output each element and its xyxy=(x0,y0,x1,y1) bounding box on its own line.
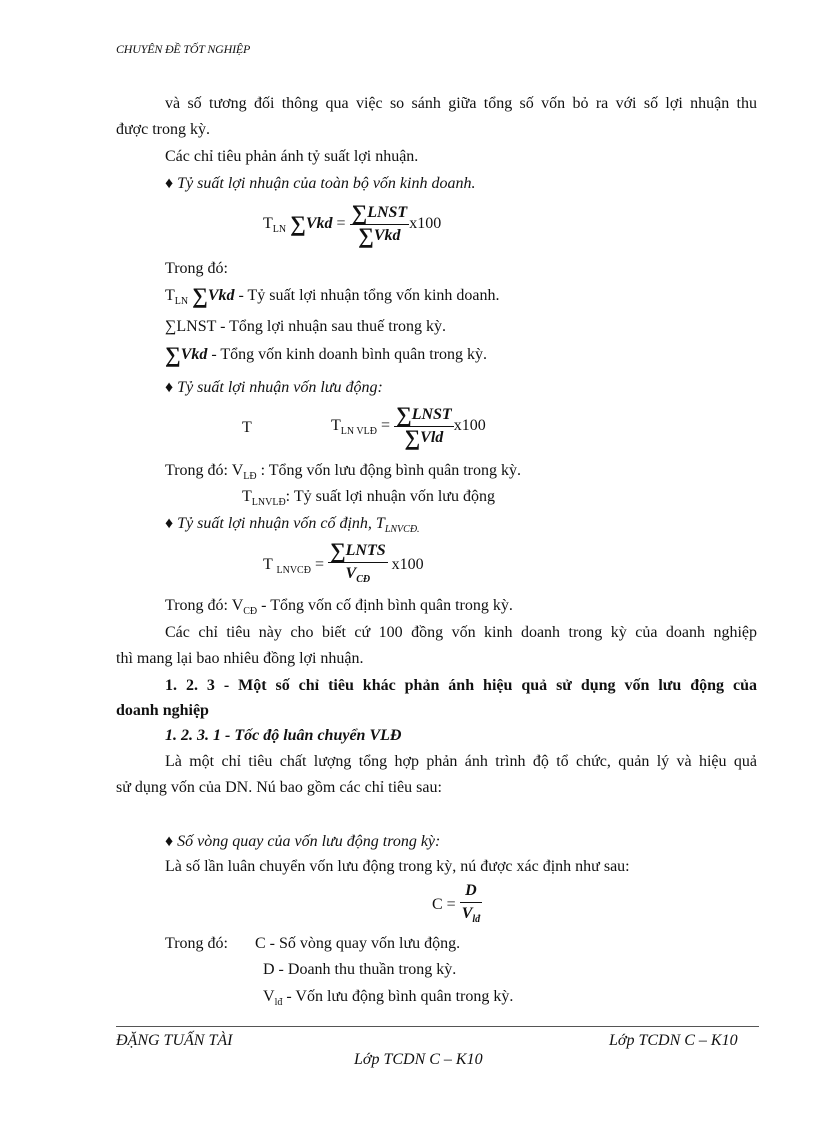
sigma-symbol: ∑ xyxy=(290,211,306,237)
bullet-heading: ♦ Tỷ suất lợi nhuận vốn cố định, $T_{LNVCĐ.}$ xyxy=(165,515,420,535)
fraction-denominator: ∑Vkd xyxy=(358,223,401,248)
paragraph-line: Là số lần luân chuyển vốn lưu động trong kỳ, nú được xác định như sau: xyxy=(165,858,630,875)
footer-class-right: Lớp TCDN C – K10 xyxy=(609,1032,738,1049)
multiplier: x100 xyxy=(409,215,442,233)
section-heading: 1. 2. 3 - Một số chỉ tiêu khác phản ánh hiệu quả sử dụng vốn lưu động của xyxy=(165,677,757,694)
fraction xyxy=(350,202,410,247)
bullet-heading: ♦ Tỷ suất lợi nhuận của toàn bộ vốn kinh doanh. xyxy=(165,175,476,192)
subsection-heading: 1. 2. 3. 1 - Tốc độ luân chuyển VLĐ xyxy=(165,727,402,744)
paragraph-line: sử dụng vốn của DN. Nú bao gồm các chỉ tiêu sau: xyxy=(116,779,442,796)
definition-line: Trong đó: $V_{LĐ}$ : Tổng vốn lưu động bình quân trong kỳ. xyxy=(165,462,521,482)
paragraph-line: thì mang lại bao nhiêu đồng lợi nhuận. xyxy=(116,650,364,667)
formula-profit-rate-total xyxy=(263,202,441,247)
formula-profit-rate-fixed-capital: T $_{LNVCĐ}$ = $\frac{\text{∑LNTS}}{V_{CĐ}}$ x100 xyxy=(263,540,424,591)
fraction-numerator: ∑LNST xyxy=(351,200,408,225)
running-header: CHUYÊN ĐỀ TỐT NGHIỆP xyxy=(116,42,251,56)
formula-profit-rate-working-capital: $T_{LN VLĐ}$ = $\frac{\text{∑LNST}}{\text{∑Vld}}$ x100 xyxy=(331,402,486,450)
definition-line: C - Số vòng quay vốn lưu động. xyxy=(255,935,461,952)
definition-line: D - Doanh thu thuần trong kỳ. xyxy=(263,961,457,978)
where-label: Trong đó: xyxy=(165,935,228,952)
paragraph-line: được trong kỳ. xyxy=(116,121,211,138)
equals-sign: = xyxy=(336,215,346,233)
formula-lhs: $T_{LN}$ xyxy=(263,215,287,236)
stray-symbol: T xyxy=(242,419,252,436)
section-heading: doanh nghiệp xyxy=(116,702,209,719)
definition-line: $V_{lđ}$ - Vốn lưu động bình quân trong kỳ. xyxy=(263,988,514,1008)
formula-variable: Vkd xyxy=(305,215,333,233)
bullet-heading: ♦ Tỷ suất lợi nhuận vốn lưu động: xyxy=(165,379,383,396)
definition-line: Trong đó: $V_{CĐ}$ - Tổng vốn cố định bình quân trong kỳ. xyxy=(165,597,513,617)
paragraph-line: Các chỉ tiêu phản ánh tỷ suất lợi nhuận. xyxy=(165,148,419,165)
fraction: $\frac{\text{∑LNTS}}{V_{CĐ}}$ xyxy=(329,538,386,585)
formula-turnover: C = $\frac{D}{V_{lđ}}$ xyxy=(432,880,482,931)
definition-line: $T_{LNVLĐ}$: Tỷ suất lợi nhuận vốn lưu động xyxy=(242,488,495,508)
paragraph-line: Là một chỉ tiêu chất lượng tổng hợp phản ánh trình độ tổ chức, quản lý và hiệu quả xyxy=(165,753,757,770)
footer-author: ĐẶNG TUẤN TÀI xyxy=(116,1032,233,1049)
definition-line: ∑Vkd - Tổng vốn kinh doanh bình quân trong kỳ. xyxy=(165,342,488,367)
paragraph-line: Các chỉ tiêu này cho biết cứ 100 đồng vốn kinh doanh trong kỳ của doanh nghiệp xyxy=(165,624,757,641)
footer-divider xyxy=(116,1026,759,1027)
footer-class-center: Lớp TCDN C – K10 xyxy=(354,1051,483,1068)
bullet-heading: ♦ Số vòng quay của vốn lưu động trong kỳ: xyxy=(165,833,441,850)
definition-line: $T_{LN}$ ∑Vkd - Tỷ suất lợi nhuận tổng vốn kinh doanh. xyxy=(165,283,500,308)
paragraph-line: và số tương đối thông qua việc so sánh giữa tổng số vốn bỏ ra với số lợi nhuận thu xyxy=(165,95,757,112)
where-label: Trong đó: xyxy=(165,260,228,277)
fraction: $\frac{\text{∑LNST}}{\text{∑Vld}}$ xyxy=(396,402,452,450)
fraction: $\frac{D}{V_{lđ}}$ xyxy=(461,882,481,925)
definition-line: ∑LNST - Tổng lợi nhuận sau thuế trong kỳ. xyxy=(165,318,447,335)
